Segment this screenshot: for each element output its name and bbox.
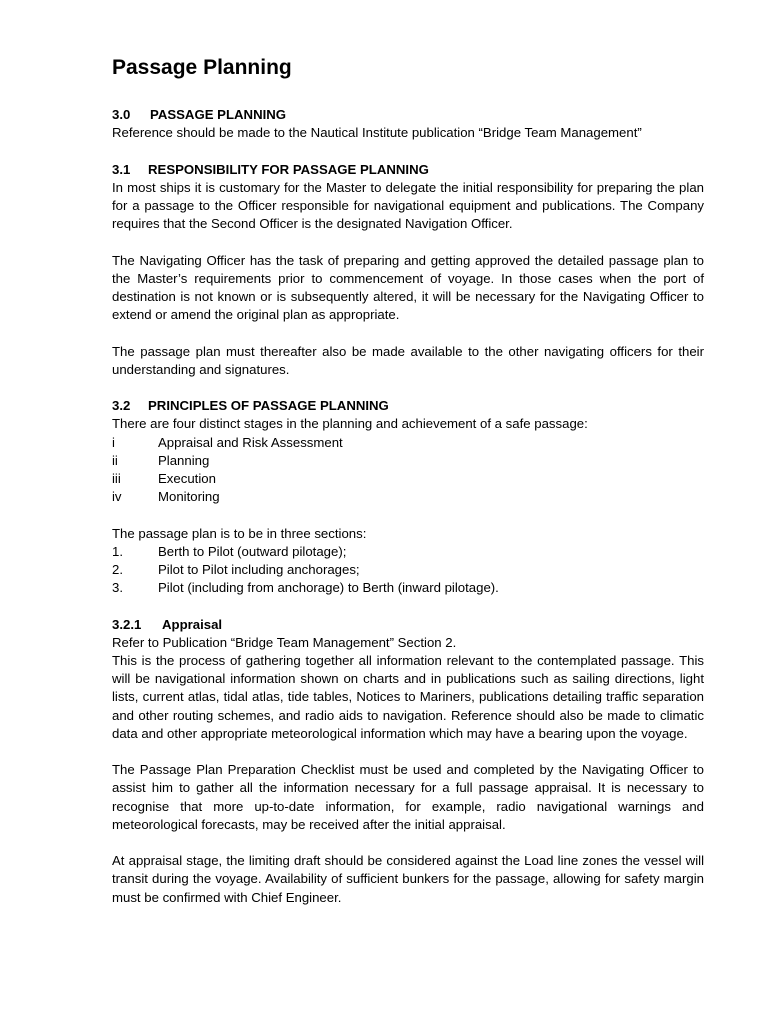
section-heading-3-1 (112, 161, 704, 179)
list-marker: iv (112, 489, 122, 505)
list-marker: 3. (112, 580, 123, 596)
list-text: Execution (158, 471, 216, 486)
list-marker: ii (112, 452, 118, 468)
list-text: Appraisal and Risk Assessment (158, 434, 343, 450)
list-text: Monitoring (158, 489, 220, 505)
paragraph: The passage plan must thereafter also be made available to the other navigating officers for their understanding and signatures. (112, 343, 704, 377)
stages-list (112, 434, 704, 507)
list-marker: i (112, 434, 115, 450)
list-marker: 2. (112, 562, 123, 577)
paragraph: This is the process of gathering together all information relevant to the contemplated passage. This will be navigational information shown on charts and in publications such as sailing directions, light lists, current atlas, tidal atlas, tide tables, Notices to Mariners, publications detailing traffic separation and other routing schemes, and radio aids to navigation. Reference should also be made to climatic data and other appropriate meteorological information which may have a bearing upon the voyage. (112, 653, 704, 741)
section-number: 3.1 (112, 161, 131, 177)
paragraph: The Navigating Officer has the task of preparing and getting approved the detailed passage plan to the Master’s requirements prior to commencement of voyage. In those cases when the port of destination is not known or is subsequently altered, it will be necessary for the Navigating Officer to extend or amend the original plan as appropriate. (112, 252, 704, 323)
paragraph: The Passage Plan Preparation Checklist must be used and completed by the Navigating Officer to assist him to gather all the information necessary for a full passage appraisal. It is necessary to recognise that more up-to-date information, for example, radio navigational warnings and meteorological forecasts, may be received after the initial appraisal. (112, 762, 704, 832)
section-number: 3.2.1 (112, 616, 142, 632)
section-title: PRINCIPLES OF PASSAGE PLANNING (148, 398, 389, 414)
list-item (112, 488, 704, 506)
document-body (112, 54, 704, 907)
paragraph: At appraisal stage, the limiting draft should be considered against the Load line zones the vessel will transit during the voyage. Availability of sufficient bunkers for the passage, allowing for safety margin must be confirmed with Chief Engineer. (112, 853, 704, 905)
list-item (112, 470, 704, 488)
section-heading-3-2-1 (112, 616, 704, 634)
paragraph: Reference should be made to the Nautical Institute publication “Bridge Team Management” (112, 125, 642, 141)
section-title: Appraisal (162, 616, 223, 632)
paragraph: There are four distinct stages in the planning and achievement of a safe passage: (112, 416, 588, 432)
section-heading-3-0 (112, 106, 704, 124)
section-number: 3.2 (112, 398, 131, 414)
list-text: Pilot (including from anchorage) to Berth (inward pilotage). (158, 580, 499, 596)
list-item (112, 543, 704, 561)
section-number: 3.0 (112, 107, 131, 122)
list-text: Planning (158, 452, 210, 468)
paragraph: Refer to Publication “Bridge Team Management” Section 2. (112, 634, 457, 650)
list-item (112, 452, 704, 470)
list-marker: 1. (112, 543, 123, 559)
page-title: Passage Planning (112, 56, 292, 79)
list-marker: iii (112, 471, 121, 486)
section-heading-3-2 (112, 397, 704, 415)
list-text: Berth to Pilot (outward pilotage); (158, 543, 347, 559)
sections-list (112, 543, 704, 598)
list-item (112, 561, 704, 579)
section-title: RESPONSIBILITY FOR PASSAGE PLANNING (148, 161, 429, 177)
paragraph: The passage plan is to be in three sections: (112, 525, 367, 541)
paragraph: In most ships it is customary for the Master to delegate the initial responsibility for preparing the plan for a passage to the Officer responsible for navigational equipment and publications. The Company requires that the Second Officer is the designated Navigation Officer. (112, 179, 704, 232)
section-title: PASSAGE PLANNING (150, 107, 287, 122)
list-item (112, 579, 704, 597)
list-text: Pilot to Pilot including anchorages; (158, 562, 360, 577)
list-item (112, 434, 704, 452)
